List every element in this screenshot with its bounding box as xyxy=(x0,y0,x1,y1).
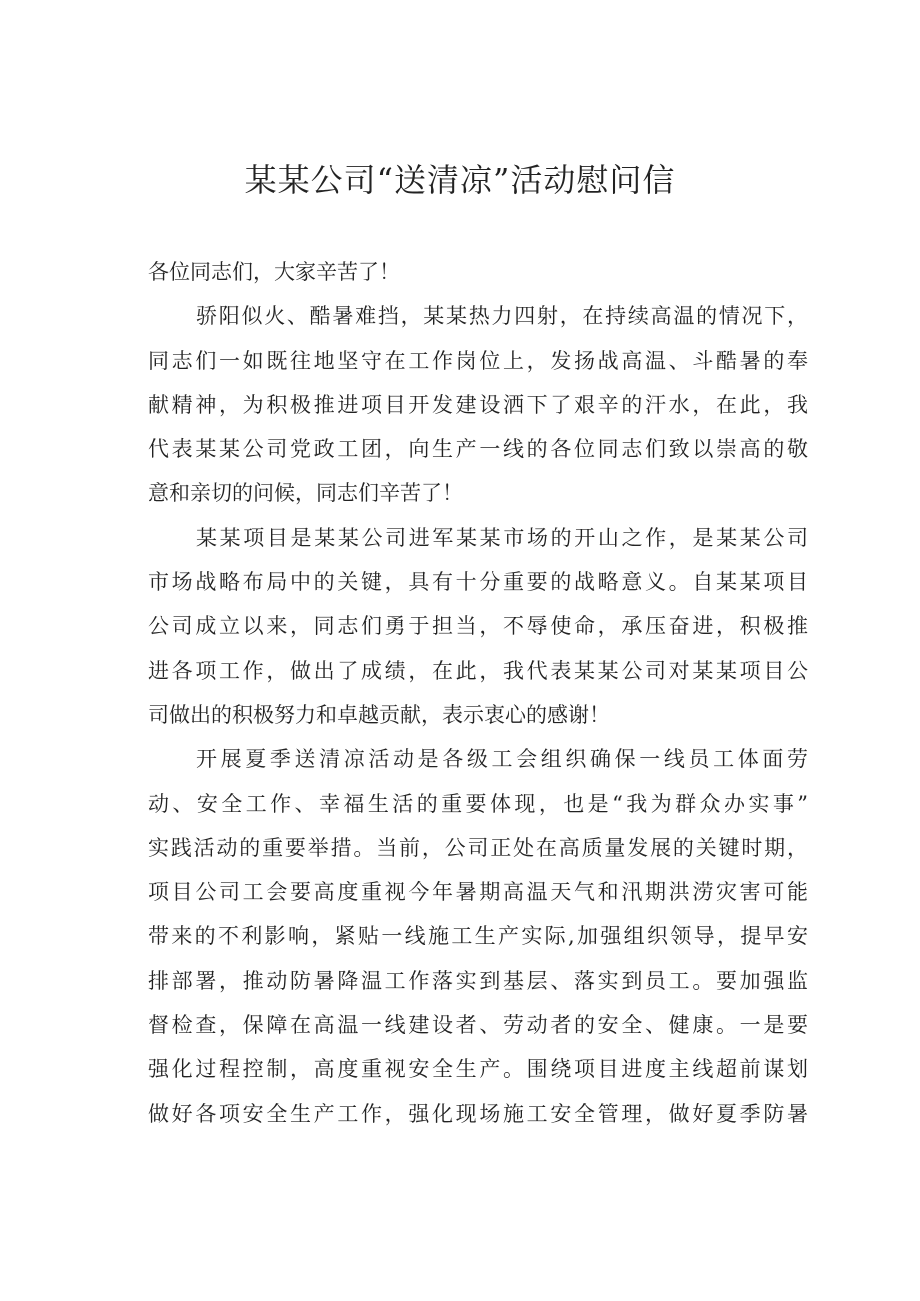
text-line: 强化过程控制，高度重视安全生产。围绕项目进度主线超前谋划 xyxy=(148,1057,808,1082)
text-line: 公司成立以来，同志们勇于担当，不辱使命，承压奋进，积极推 xyxy=(148,614,808,639)
text-line: 做好各项安全生产工作，强化现场施工安全管理，做好夏季防暑 xyxy=(148,1101,808,1126)
text-line: 市场战略布局中的关键，具有十分重要的战略意义。自某某项目 xyxy=(148,570,808,595)
text-line: 某某项目是某某公司进军某某市场的开山之作，是某某公司 xyxy=(196,525,808,550)
text-line: 意和亲切的问候，同志们辛苦了！ xyxy=(148,481,463,506)
text-line: 司做出的积极努力和卓越贡献，表示衷心的感谢！ xyxy=(148,702,610,727)
text-line: 代表某某公司党政工团，向生产一线的各位同志们致以崇高的敬 xyxy=(148,437,808,462)
text-line: 排部署，推动防暑降温工作落实到基层、落实到员工。要加强监 xyxy=(148,968,808,993)
document-title: 某某公司“送清凉”活动慰问信 xyxy=(244,161,676,199)
text-line: 进各项工作，做出了成绩，在此，我代表某某公司对某某项目公 xyxy=(148,658,808,683)
text-line: 带来的不利影响，紧贴一线施工生产实际,加强组织领导，提早安 xyxy=(148,924,808,949)
text-line: 实践活动的重要举措。当前，公司正处在高质量发展的关键时期， xyxy=(148,835,808,860)
text-line: 各位同志们，大家辛苦了！ xyxy=(148,260,400,284)
text-line: 献精神，为积极推进项目开发建设洒下了艰辛的汗水，在此，我 xyxy=(148,392,808,417)
text-line: 项目公司工会要高度重视今年暑期高温天气和汛期洪涝灾害可能 xyxy=(148,880,808,905)
text-line: 督检查，保障在高温一线建设者、劳动者的安全、健康。一是要 xyxy=(148,1013,808,1038)
text-line: 同志们一如既往地坚守在工作岗位上，发扬战高温、斗酷暑的奉 xyxy=(148,348,808,373)
letter-body xyxy=(148,250,808,1136)
text-line: 骄阳似火、酷暑难挡，某某热力四射，在持续高温的情况下， xyxy=(196,304,808,329)
text-line: 开展夏季送清凉活动是各级工会组织确保一线员工体面劳 xyxy=(196,747,808,772)
text-line: 动、安全工作、幸福生活的重要体现，也是“我为群众办实事” xyxy=(148,791,808,816)
